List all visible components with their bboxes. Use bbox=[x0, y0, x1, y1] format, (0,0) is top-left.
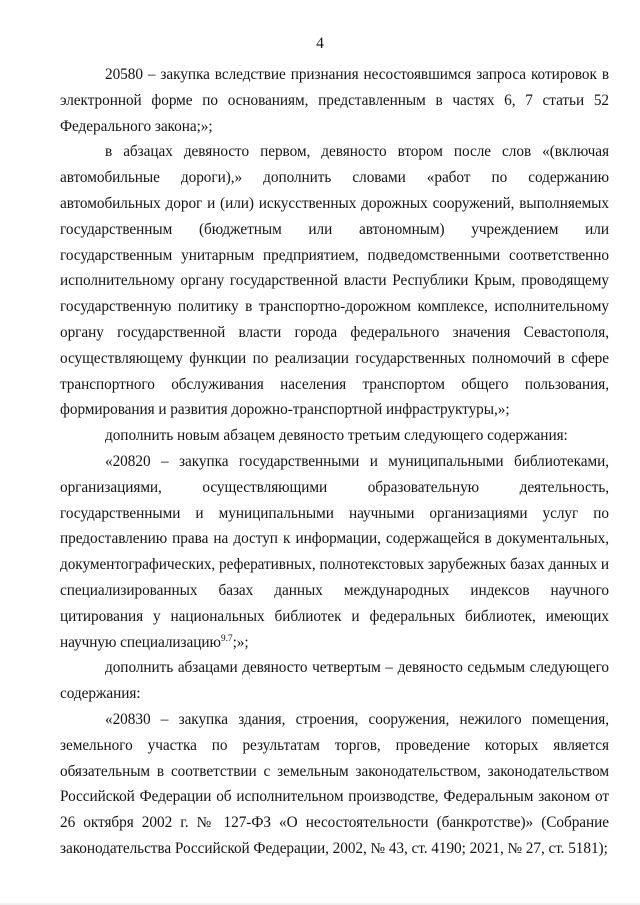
paragraph-code-20830: «20830 – закупка здания, строения, сооружения, нежилого помещения, земельного участка по результатам торгов, проведение которых является обязательным в соответствии с земельным законодательством, законодательством Российской Федерации об исполнительном производстве, Федеральным законом от 26 октября 2002 г. № 127-ФЗ «О несостоятельности (банкротстве)» (Собрание законодательства Российской Федерации, 2002, № 43, ст. 4190; 2021, № 27, ст. 5181); bbox=[60, 710, 609, 857]
page-number: 4 bbox=[316, 35, 324, 52]
paragraph-code-20820 bbox=[60, 449, 609, 655]
paragraph-add-ninety-third: дополнить новым абзацем девяносто третьим следующего содержания: bbox=[105, 427, 568, 445]
paragraph-amend-ninety-first-second: в абзацах девяносто первом, девяносто втором после слов «(включая автомобильные дороги),» дополнить словами «работ по содержанию автомобильных дорог и (или) искусственных дорожных сооружений, выполняемых государственным (бюджетным или автономным) учреждением или государственным унитарным предприятием, подведомственными соответственно исполнительному органу государственной власти Республики Крым, проводящему государственную политику в транспортно-дорожном комплексе, исполнительному органу государственной власти города федерального значения Севастополя, осуществляющему функции по реализации государственных полномочий в сфере транспортного обслуживания населения транспортом общего пользования, формирования и развития дорожно-транспортной инфраструктуры,»; bbox=[60, 143, 609, 419]
footnote-reference: 9.7 bbox=[220, 633, 233, 644]
paragraph-code-20820-text: «20820 – закупка государственными и муниципальными библиотеками, организациями, осуществляющими образовательную деятельность, государственными и муниципальными научными организациями услуг по предоставлению права на доступ к информации, содержащейся в документальных, документографических, реферативных, полнотекстовых зарубежных базах данных и специализированных базах данных международных индексов научного цитирования у национальных библиотек и федеральных библиотек, имеющих научную специализацию bbox=[60, 452, 609, 651]
paragraph-code-20580: 20580 – закупка вследствие признания несостоявшимся запроса котировок в электронной форме по основаниям, представленным в частях 6, 7 статьи 52 Федерального закона;»; bbox=[60, 66, 609, 135]
document-body bbox=[60, 62, 609, 862]
paragraph-add-ninety-fourth-seventh: дополнить абзацами девяносто четвертым – девяносто седьмым следующего содержания: bbox=[60, 659, 609, 703]
paragraph-code-20820-tail: ;»; bbox=[232, 633, 249, 651]
